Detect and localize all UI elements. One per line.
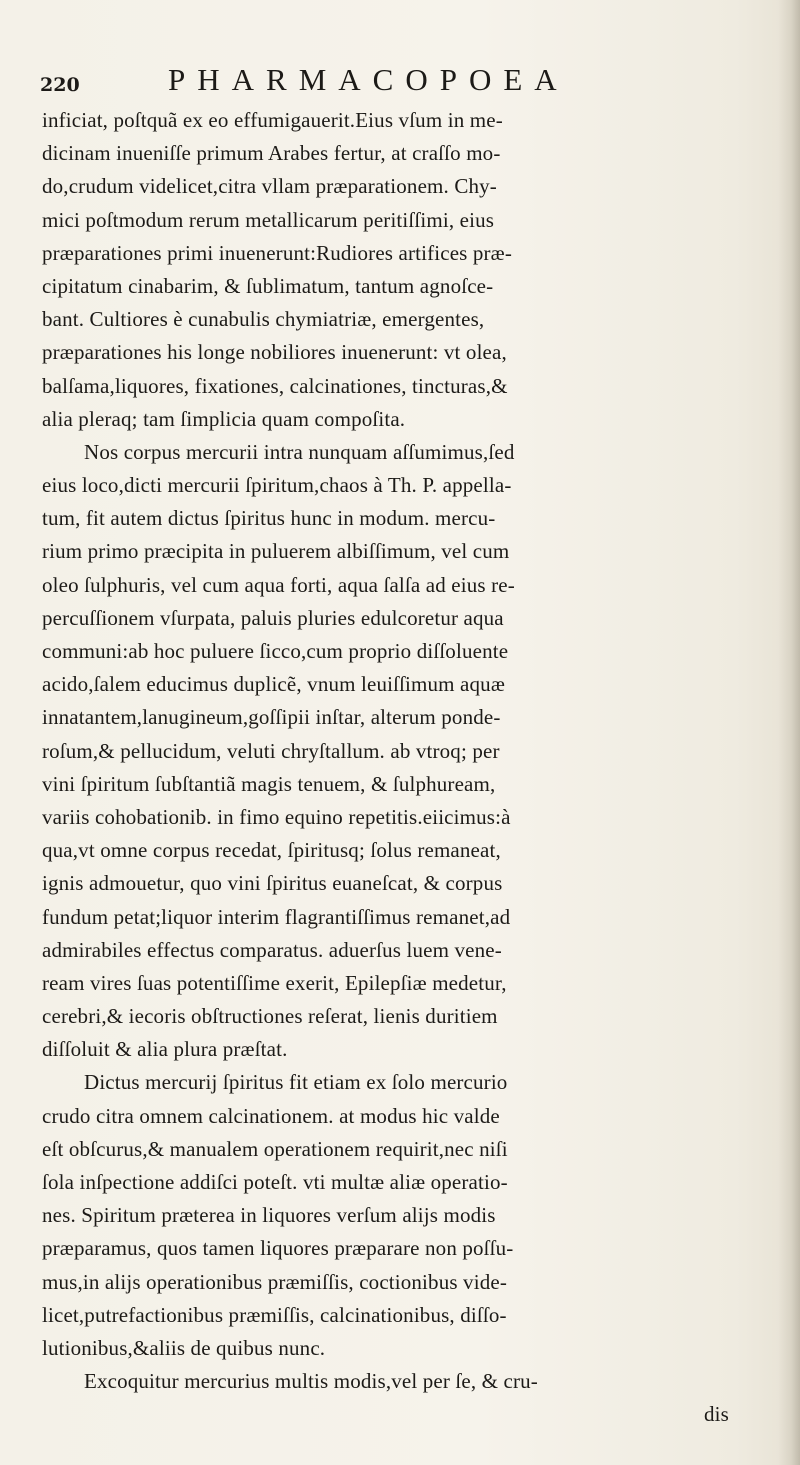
catchword: dis: [704, 1402, 729, 1427]
text-line: lutionibus,&aliis de quibus nunc.: [42, 1335, 326, 1360]
text-line: variis cohobationib. in fimo equino repetitis.eiicimus:à: [42, 804, 511, 829]
text-line: præparationes primi inuenerunt:Rudiores artifices præ-: [42, 240, 512, 265]
text-line: oleo ſulphuris, vel cum aqua forti, aqua ſalſa ad eius re-: [42, 572, 515, 597]
page-number: 220: [40, 74, 80, 96]
text-line: percuſſionem vſurpata, paluis pluries edulcoretur aqua: [42, 605, 504, 630]
text-line: eius loco,dicti mercurii ſpiritum,chaos à Th. P. appella-: [42, 473, 512, 498]
text-line: admirabiles effectus comparatus. aduerſus luem vene-: [42, 937, 502, 962]
text-line: eſt obſcurus,& manualem operationem requirit,nec niſi: [42, 1136, 508, 1161]
text-line: balſama,liquores, fixationes, calcinationes, tincturas,&: [42, 373, 508, 398]
text-line: ream vires ſuas potentiſſime exerit, Epilepſiæ medetur,: [42, 970, 507, 995]
text-line: cerebri,& iecoris obſtructiones reſerat, lienis duritiem: [42, 1004, 498, 1029]
text-line: fundum petat;liquor interim flagrantiſſimus remanet,ad: [42, 904, 511, 929]
text-line: communi:ab hoc puluere ſicco,cum proprio diſſoluente: [42, 639, 509, 663]
text-line: do,crudum videlicet,citra vllam præparationem. Chy-: [42, 174, 497, 199]
text-line: crudo citra omnem calcinationem. at modus hic valde: [42, 1103, 500, 1128]
text-line: cipitatum cinabarim, & ſublimatum, tantum agnoſce-: [42, 273, 494, 298]
text-line: alia pleraq; tam ſimplicia quam compoſita.: [42, 406, 406, 431]
text-line: nes. Spiritum præterea in liquores verſum alijs modis: [42, 1203, 496, 1228]
text-line: bant. Cultiores è cunabulis chymiatriæ, emergentes,: [42, 307, 485, 332]
page-edge-shadow: [778, 0, 800, 1465]
text-line: dicinam inueniſſe primum Arabes fertur, at craſſo mo-: [42, 141, 501, 166]
text-line: roſum,& pellucidum, veluti chryſtallum. ab vtroq; per: [42, 738, 500, 763]
text-line: tum, fit autem dictus ſpiritus hunc in modum. mercu-: [42, 506, 496, 531]
page-header: [40, 62, 700, 102]
paragraph-first-line: Nos corpus mercurii intra nunquam aſſumimus,ſed: [84, 439, 515, 464]
text-line: præparationes his longe nobiliores inuenerunt: vt olea,: [42, 340, 507, 365]
text-line: vini ſpiritum ſubſtantiã magis tenuem, & ſulphuream,: [42, 771, 496, 796]
text-line: diſſoluit & alia plura præſtat.: [42, 1037, 288, 1062]
text-line: qua,vt omne corpus recedat, ſpiritusq; ſolus remaneat,: [42, 838, 501, 863]
text-line: licet,putrefactionibus præmiſſis, calcinationibus, diſſo-: [42, 1302, 507, 1327]
text-line: mici poſtmodum rerum metallicarum peritiſſimi, eius: [42, 207, 495, 232]
paragraph-first-line: Excoquitur mercurius multis modis,vel per ſe, & cru-: [84, 1369, 538, 1394]
paragraph-first-line: Dictus mercurij ſpiritus fit etiam ex ſolo mercurio: [84, 1070, 508, 1095]
text-line: ſola inſpectione addiſci poteſt. vti multæ aliæ operatio-: [42, 1170, 508, 1194]
text-line: inficiat, poſtquã ex eo effumigauerit.Eius vſum in me-: [42, 108, 503, 132]
text-line: præparamus, quos tamen liquores præparare non poſſu-: [42, 1236, 514, 1261]
text-line: innatantem,lanugineum,goſſipii inſtar, alterum ponde-: [42, 705, 501, 730]
text-line: acido,ſalem educimus duplicẽ, vnum leuiſſimum aquæ: [42, 672, 505, 697]
running-title: PHARMACOPOEA: [168, 62, 569, 97]
text-line: rium primo præcipita in puluerem albiſſimum, vel cum: [42, 539, 510, 564]
text-line: ignis admouetur, quo vini ſpiritus euaneſcat, & corpus: [42, 871, 503, 896]
text-line: mus,in alijs operationibus præmiſſis, coctionibus vide-: [42, 1269, 507, 1294]
body-text: [42, 104, 757, 1432]
